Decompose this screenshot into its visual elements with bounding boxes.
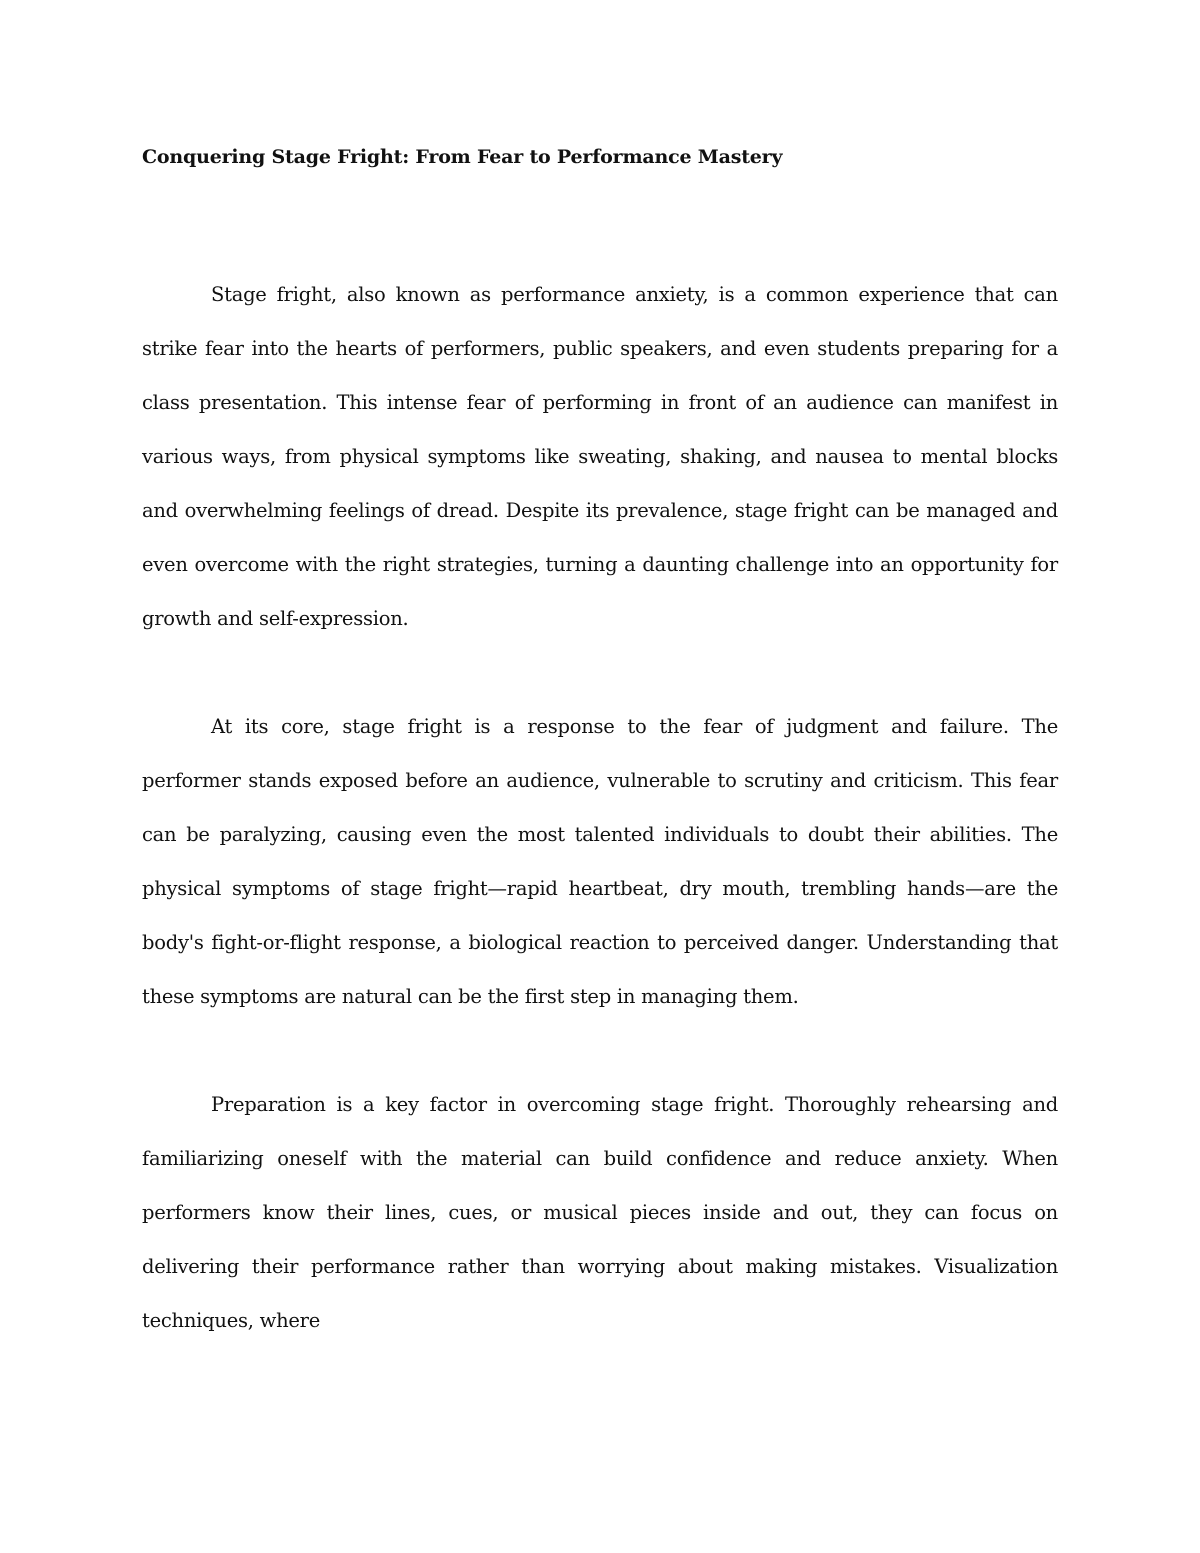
paragraph-1: Stage fright, also known as performance anxiety, is a common experience that can strike fear into the hearts of performers, public speakers, and even students preparing for a class presentation. This intense fear of performing in front of an audience can manifest in various ways, from physical symptoms like sweating, shaking, and nausea to mental blocks and overwhelming feelings of dread. Despite its prevalence, stage fright can be managed and even overcome with the right strategies, turning a daunting challenge into an opportunity for growth and self-expression. bbox=[142, 283, 1058, 630]
paragraph-3: Preparation is a key factor in overcoming stage fright. Thoroughly rehearsing and familiarizing oneself with the material can build confidence and reduce anxiety. When performers know their lines, cues, or musical pieces inside and out, they can focus on delivering their performance rather than worrying about making mistakes. Visualization techniques, where bbox=[142, 1093, 1058, 1332]
document-title: Conquering Stage Fright: From Fear to Performance Mastery bbox=[142, 146, 783, 168]
document-body bbox=[142, 268, 1058, 1348]
paragraph-2: At its core, stage fright is a response to the fear of judgment and failure. The performer stands exposed before an audience, vulnerable to scrutiny and criticism. This fear can be paralyzing, causing even the most talented individuals to doubt their abilities. The physical symptoms of stage fright—rapid heartbeat, dry mouth, trembling hands—are the body's fight-or-flight response, a biological reaction to perceived danger. Understanding that these symptoms are natural can be the first step in managing them. bbox=[142, 715, 1058, 1008]
